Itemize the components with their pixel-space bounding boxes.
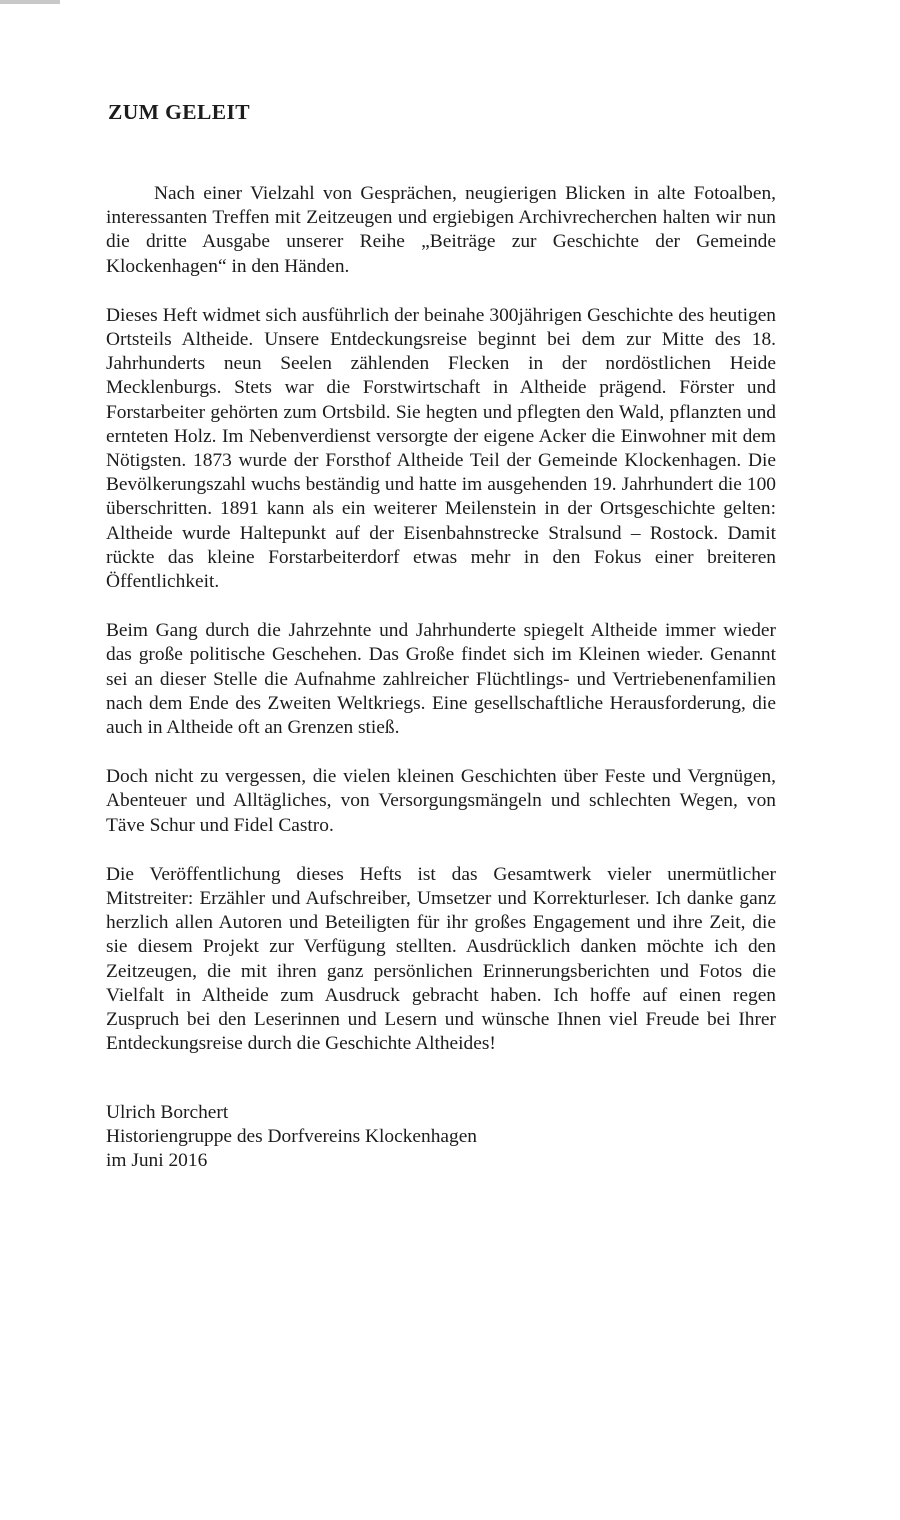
paragraph-history: Dieses Heft widmet sich ausführlich der beinahe 300jährigen Geschichte des heutigen Ortsteils Altheide. Unsere Entdeckungsreise beginnt bei dem zur Mitte des 18. Jahrhunderts neun Seelen zählenden Flecken in der nordöstlichen Heide Mecklenburgs. Stets war die Forstwirtschaft in Altheide prägend. Förster und Forstarbeiter gehörten zum Ortsbild. Sie hegten und pflegten den Wald, pflanzten und ernteten Holz. Im Nebenverdienst versorgte der eigene Acker die Einwohner mit dem Nötigsten. 1873 wurde der Forsthof Altheide Teil der Gemeinde Klockenhagen. Die Bevölkerungszahl wuchs beständig und hatte im ausgehenden 19. Jahrhundert die 100 überschritten. 1891 kann als ein weiterer Meilenstein in der Ortsgeschichte gelten: Altheide wurde Haltepunkt auf der Eisenbahnstrecke Stralsund – Rostock. Damit rückte das kleine Forstarbeiterdorf etwas mehr in den Fokus einer breiteren Öffentlichkeit. [106,304,776,593]
page-heading: ZUM GELEIT [108,100,250,124]
paragraph-intro: Nach einer Vielzahl von Gesprächen, neugierigen Blicken in alte Fotoalben, interessanten Treffen mit Zeitzeugen und ergiebigen Archivrecherchen halten wir nun die dritte Ausgabe unserer Reihe „Beiträge zur Geschichte der Gemeinde Klockenhagen“ in den Händen. [106,183,776,277]
document-page [106,96,776,1173]
signature-organization: Historiengruppe des Dorfvereins Klockenhagen [106,1125,477,1147]
paragraph-stories: Doch nicht zu vergessen, die vielen kleinen Geschichten über Feste und Vergnügen, Abenteuer und Alltägliches, von Versorgungsmängeln und schlechten Wegen, von Täve Schur und Fidel Castro. [106,766,776,836]
paragraph-thanks: Die Veröffentlichung dieses Hefts ist das Gesamtwerk vieler unermütlicher Mitstreiter: Erzähler und Aufschreiber, Umsetzer und Korrekturleser. Ich danke ganz herzlich allen Autoren und Beteiligten für ihr großes Engagement und ihre Zeit, die sie diesem Projekt zur Verfügung stellten. Ausdrücklich danken möchte ich den Zeitzeugen, die mit ihren ganz persönlichen Erinnerungsberichten und Fotos die Vielfalt in Altheide zum Ausdruck gebracht haben. Ich hoffe auf einen regen Zuspruch bei den Leserinnen und Lesern und wünsche Ihnen viel Freude bei Ihrer Entdeckungsreise durch die Geschichte Altheides! [106,863,776,1055]
signature-name: Ulrich Borchert [106,1101,229,1123]
paragraph-politics: Beim Gang durch die Jahrzehnte und Jahrhunderte spiegelt Altheide immer wieder das große politische Geschehen. Das Große findet sich im Kleinen wieder. Genannt sei an dieser Stelle die Aufnahme zahlreicher Flüchtlings- und Vertriebenenfamilien nach dem Ende des Zweiten Weltkriegs. Eine gesellschaftliche Herausforderung, die auch in Altheide oft an Grenzen stieß. [106,620,776,739]
signature-date: im Juni 2016 [106,1149,208,1171]
body-text [106,182,776,1057]
signature-block [106,1101,776,1174]
scan-edge-mark [0,0,60,4]
